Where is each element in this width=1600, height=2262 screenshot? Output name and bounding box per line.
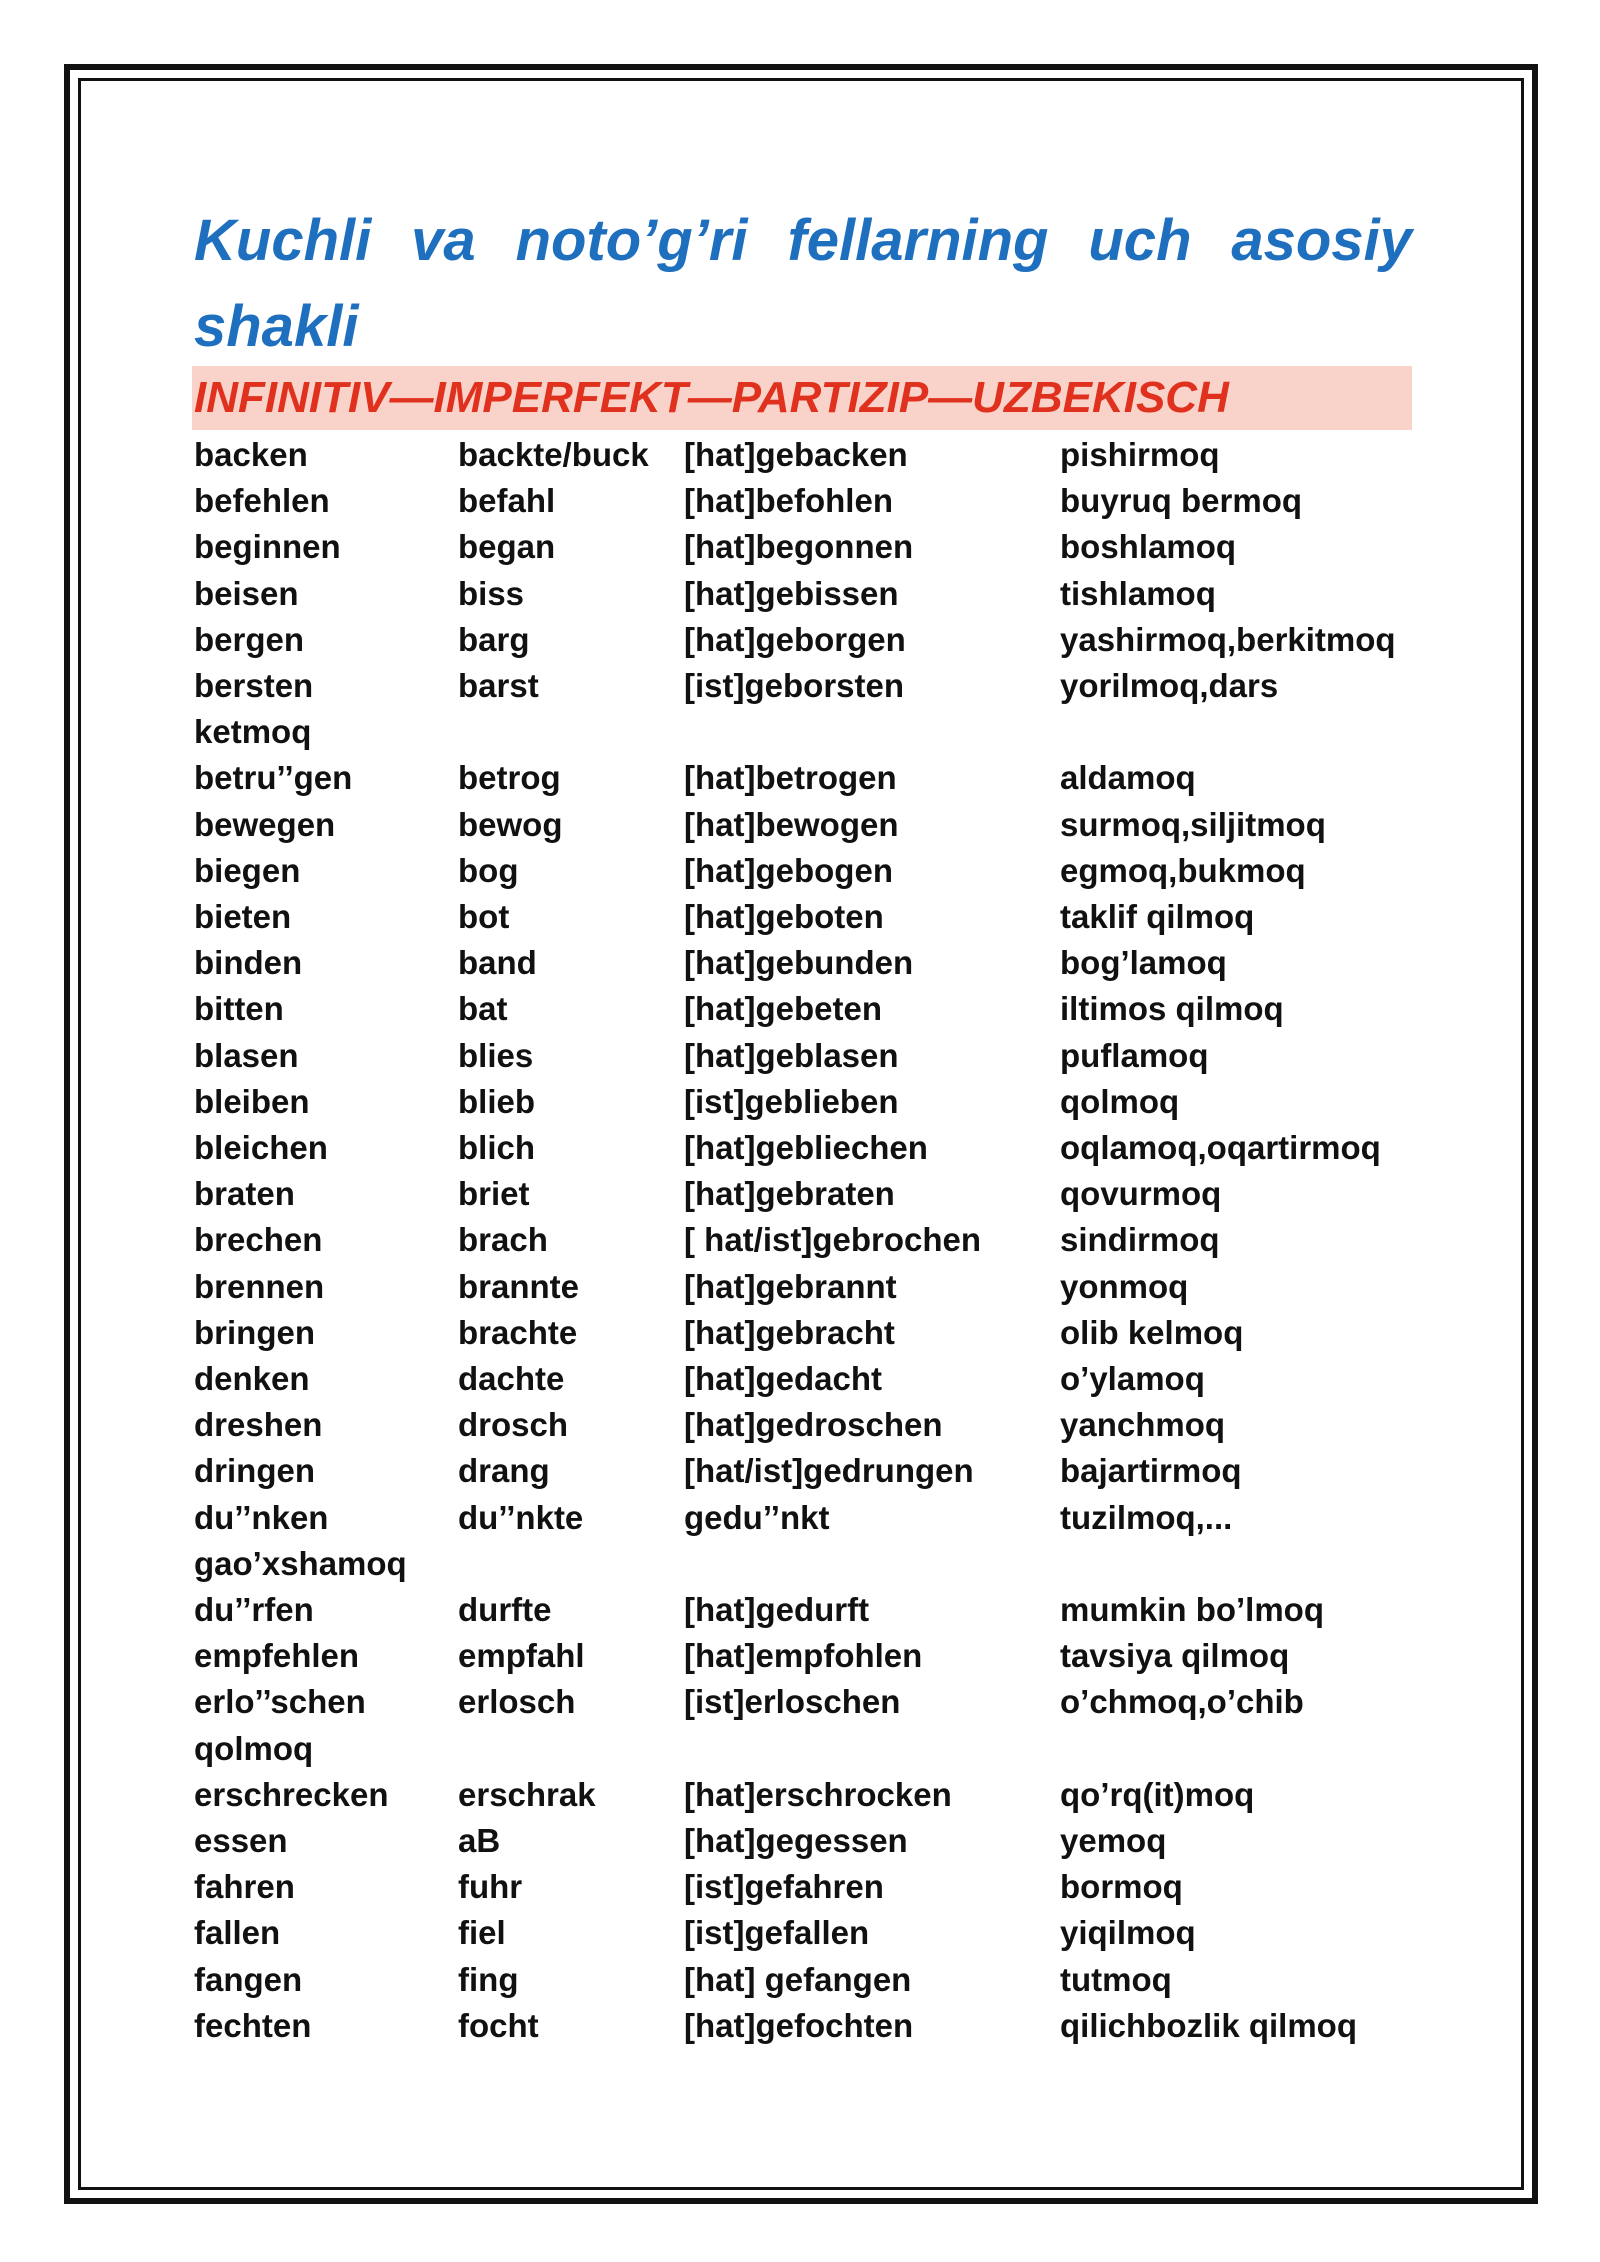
verb-cell-imperfekt: fuhr — [458, 1868, 523, 1906]
verb-cell-imperfekt: durfte — [458, 1591, 552, 1628]
verb-cell-partizip: [hat]gedacht — [684, 1360, 882, 1397]
verb-cell-infinitiv: empfehlen — [194, 1637, 360, 1675]
verb-cell-infinitiv: du’’rfen — [194, 1591, 314, 1628]
column-header: INFINITIV—IMPERFEKT—PARTIZIP—UZBEKISCH — [194, 373, 1229, 422]
verb-cell-partizip: [hat/ist]gedrungen — [684, 1452, 974, 1490]
verb-cell-imperfekt: blich — [458, 1129, 536, 1166]
verb-cell-uzbek: pishirmoq — [1060, 436, 1220, 473]
verb-cell-infinitiv: binden — [194, 944, 303, 982]
verb-cell-uzbek: tuzilmoq,... — [1060, 1498, 1233, 1536]
verb-cell-uzbek: oqlamoq,oqartirmoq — [1060, 1129, 1381, 1166]
verb-cell-imperfekt: biss — [458, 574, 525, 612]
verb-cell-infinitiv: brechen — [194, 1221, 323, 1259]
verb-cell-partizip: [ist]gefahren — [684, 1868, 884, 1906]
verb-cell-uzbek: o’ylamoq — [1060, 1360, 1205, 1397]
verb-row — [0, 1264, 1600, 1310]
verb-cell-partizip: [hat]betrogen — [684, 759, 897, 797]
verb-row — [0, 1541, 1600, 1587]
verb-cell-infinitiv: fechten — [194, 2006, 312, 2044]
verb-row — [0, 986, 1600, 1032]
verb-cell-partizip: [hat]gebraten — [684, 1175, 895, 1213]
verb-row — [0, 2003, 1600, 2049]
verb-cell-imperfekt: fing — [458, 1960, 519, 1998]
verb-cell-uzbek: sindirmoq — [1060, 1221, 1220, 1259]
verb-cell-uzbek: bog’lamoq — [1060, 944, 1227, 982]
verb-cell-partizip: [ist]erloschen — [684, 1683, 901, 1721]
verb-cell-imperfekt: band — [458, 944, 537, 982]
verb-cell-partizip: [ist]geblieben — [684, 1082, 899, 1120]
verb-cell-partizip: [hat]gebracht — [684, 1313, 895, 1351]
verb-row — [0, 848, 1600, 894]
verb-cell-uzbek: aldamoq — [1060, 759, 1196, 797]
verb-cell-infinitiv: qolmoq — [194, 1729, 314, 1767]
verb-cell-infinitiv: blasen — [194, 1036, 299, 1074]
verb-row — [0, 663, 1600, 709]
verb-cell-uzbek: qolmoq — [1060, 1082, 1180, 1120]
verb-cell-infinitiv: dreshen — [194, 1406, 323, 1444]
verb-cell-infinitiv: du’’nken — [194, 1498, 329, 1536]
verb-cell-partizip: [hat]gedroschen — [684, 1406, 943, 1444]
page-title-line-2: shakli — [194, 294, 359, 359]
verb-cell-partizip: [hat]gebliechen — [684, 1129, 928, 1166]
verb-cell-infinitiv: fangen — [194, 1960, 303, 1998]
verb-row — [0, 1818, 1600, 1864]
verb-cell-uzbek: tavsiya qilmoq — [1060, 1637, 1290, 1675]
verb-cell-infinitiv: bleichen — [194, 1129, 328, 1166]
verb-cell-uzbek: bajartirmoq — [1060, 1452, 1242, 1490]
verb-row — [0, 709, 1600, 755]
verb-cell-uzbek: yonmoq — [1060, 1267, 1189, 1305]
verb-row — [0, 1310, 1600, 1356]
verb-cell-imperfekt: began — [458, 528, 556, 566]
verb-cell-infinitiv: bleiben — [194, 1082, 310, 1120]
verb-row — [0, 1033, 1600, 1079]
verb-cell-uzbek: surmoq,siljitmoq — [1060, 805, 1326, 843]
verb-cell-imperfekt: brach — [458, 1221, 548, 1259]
verb-cell-imperfekt: bog — [458, 851, 519, 889]
page-title-line-1: Kuchli va noto’g’ri fellarning uch asosiy — [194, 208, 1412, 273]
verb-row — [0, 617, 1600, 663]
verb-cell-imperfekt: barg — [458, 620, 530, 658]
verb-cell-partizip: [hat]erschrocken — [684, 1775, 952, 1813]
verb-cell-uzbek: egmoq,bukmoq — [1060, 851, 1306, 889]
verb-cell-partizip: [hat]gebrannt — [684, 1267, 897, 1305]
verb-cell-infinitiv: dringen — [194, 1452, 315, 1490]
verb-cell-infinitiv: erschrecken — [194, 1775, 389, 1813]
verb-cell-imperfekt: erschrak — [458, 1775, 596, 1813]
verb-cell-uzbek: mumkin bo’lmoq — [1060, 1591, 1324, 1628]
verb-cell-infinitiv: bitten — [194, 990, 284, 1028]
verb-row — [0, 1772, 1600, 1818]
verb-cell-partizip: [hat]gefochten — [684, 2006, 914, 2044]
verb-cell-partizip: [hat]empfohlen — [684, 1637, 923, 1675]
verb-cell-imperfekt: backte/buck — [458, 436, 649, 473]
verb-cell-partizip: [ist]geborsten — [684, 667, 905, 704]
verb-cell-infinitiv: betru’’gen — [194, 759, 353, 797]
verb-cell-imperfekt: betrog — [458, 759, 561, 797]
verb-cell-infinitiv: bewegen — [194, 805, 336, 843]
verb-cell-imperfekt: briet — [458, 1175, 530, 1213]
page-title — [194, 198, 1412, 370]
verb-cell-infinitiv: bergen — [194, 620, 305, 658]
verb-cell-imperfekt: fiel — [458, 1914, 506, 1952]
verb-row — [0, 1356, 1600, 1402]
verb-cell-partizip: [hat]gebacken — [684, 436, 908, 473]
verb-cell-infinitiv: bringen — [194, 1313, 315, 1351]
verb-row — [0, 940, 1600, 986]
verb-row — [0, 1633, 1600, 1679]
verb-cell-uzbek: olib kelmoq — [1060, 1313, 1244, 1351]
verb-cell-imperfekt: bot — [458, 898, 510, 935]
verb-cell-infinitiv: backen — [194, 436, 308, 473]
verb-cell-infinitiv: bieten — [194, 898, 292, 935]
verb-cell-partizip: [hat]gegessen — [684, 1822, 908, 1859]
verb-cell-uzbek: buyruq bermoq — [1060, 482, 1303, 520]
verb-cell-uzbek: taklif qilmoq — [1060, 898, 1255, 935]
verb-cell-uzbek: o’chmoq,o’chib — [1060, 1683, 1304, 1721]
verb-cell-partizip: [hat]gebogen — [684, 851, 893, 889]
verb-row — [0, 1217, 1600, 1263]
verb-cell-uzbek: tutmoq — [1060, 1960, 1172, 1998]
verb-cell-partizip: [hat]gedurft — [684, 1591, 870, 1628]
verb-cell-uzbek: qo’rq(it)moq — [1060, 1775, 1255, 1813]
verb-cell-partizip: [hat] gefangen — [684, 1960, 912, 1998]
verb-cell-imperfekt: dachte — [458, 1360, 565, 1397]
verb-cell-imperfekt: focht — [458, 2006, 539, 2044]
verb-cell-partizip: [hat]geborgen — [684, 620, 906, 658]
verb-cell-partizip: [ hat/ist]gebrochen — [684, 1221, 982, 1259]
verb-cell-uzbek: qilichbozlik qilmoq — [1060, 2006, 1357, 2044]
verb-cell-infinitiv: essen — [194, 1822, 288, 1859]
verb-cell-partizip: [hat]befohlen — [684, 482, 893, 520]
verb-cell-partizip: [hat]gebissen — [684, 574, 899, 612]
verb-cell-imperfekt: drosch — [458, 1406, 569, 1444]
verb-cell-imperfekt: brachte — [458, 1313, 578, 1351]
verb-cell-partizip: [hat]geboten — [684, 898, 884, 935]
verb-cell-infinitiv: denken — [194, 1360, 310, 1397]
verb-cell-imperfekt: drang — [458, 1452, 550, 1490]
verb-cell-infinitiv: erlo’’schen — [194, 1683, 366, 1721]
verb-cell-infinitiv: beginnen — [194, 528, 341, 566]
verb-row — [0, 1957, 1600, 2003]
verb-row — [0, 1587, 1600, 1633]
verb-cell-partizip: [hat]geblasen — [684, 1036, 899, 1074]
verb-row — [0, 1910, 1600, 1956]
verb-cell-uzbek: yiqilmoq — [1060, 1914, 1196, 1952]
verb-row — [0, 1402, 1600, 1448]
verb-cell-uzbek: yashirmoq,berkitmoq — [1060, 620, 1396, 658]
verb-cell-imperfekt: empfahl — [458, 1637, 585, 1675]
verb-cell-partizip: [hat]gebunden — [684, 944, 914, 982]
verb-cell-infinitiv: bersten — [194, 667, 314, 704]
verb-cell-partizip: [hat]begonnen — [684, 528, 914, 566]
verb-row — [0, 1079, 1600, 1125]
verb-row — [0, 1448, 1600, 1494]
verb-cell-partizip: [hat]gebeten — [684, 990, 882, 1028]
verb-cell-uzbek: bormoq — [1060, 1868, 1183, 1906]
verb-cell-uzbek: boshlamoq — [1060, 528, 1237, 566]
verb-row — [0, 1679, 1600, 1725]
verb-row — [0, 802, 1600, 848]
verb-cell-imperfekt: erlosch — [458, 1683, 576, 1721]
verb-cell-partizip: [hat]bewogen — [684, 805, 899, 843]
verb-row — [0, 1171, 1600, 1217]
verb-cell-partizip: [ist]gefallen — [684, 1914, 870, 1952]
verb-cell-infinitiv: braten — [194, 1175, 295, 1213]
verb-cell-partizip: gedu’’nkt — [684, 1498, 830, 1536]
verb-row — [0, 478, 1600, 524]
verb-cell-imperfekt: aB — [458, 1822, 501, 1859]
verb-cell-infinitiv: befehlen — [194, 482, 330, 520]
verb-cell-infinitiv: beisen — [194, 574, 299, 612]
verb-cell-infinitiv: fallen — [194, 1914, 281, 1952]
verb-row — [0, 1864, 1600, 1910]
verb-cell-imperfekt: bat — [458, 990, 508, 1028]
verb-row — [0, 524, 1600, 570]
verb-cell-infinitiv: biegen — [194, 851, 301, 889]
verb-row — [0, 1726, 1600, 1772]
verb-cell-uzbek: iltimos qilmoq — [1060, 990, 1284, 1028]
verb-cell-imperfekt: befahl — [458, 482, 556, 520]
verb-cell-infinitiv: fahren — [194, 1868, 295, 1906]
verb-cell-infinitiv: ketmoq — [194, 713, 312, 751]
verb-cell-uzbek: puflamoq — [1060, 1036, 1209, 1074]
verb-cell-uzbek: qovurmoq — [1060, 1175, 1222, 1213]
verb-cell-infinitiv: gao’xshamoq — [194, 1544, 407, 1582]
verb-cell-imperfekt: du’’nkte — [458, 1498, 584, 1536]
verb-cell-imperfekt: bewog — [458, 805, 563, 843]
verb-row — [0, 894, 1600, 940]
verb-row — [0, 755, 1600, 801]
verb-cell-imperfekt: brannte — [458, 1267, 580, 1305]
verb-row — [0, 432, 1600, 478]
verb-cell-infinitiv: brennen — [194, 1267, 325, 1305]
verb-row — [0, 1125, 1600, 1171]
verb-row — [0, 571, 1600, 617]
verb-cell-uzbek: tishlamoq — [1060, 574, 1216, 612]
verb-row — [0, 1495, 1600, 1541]
verb-cell-uzbek: yanchmoq — [1060, 1406, 1226, 1444]
verb-cell-imperfekt: blieb — [458, 1082, 536, 1120]
verb-cell-uzbek: yorilmoq,dars — [1060, 667, 1279, 704]
verb-cell-imperfekt: barst — [458, 667, 539, 704]
verb-cell-imperfekt: blies — [458, 1036, 534, 1074]
verb-cell-uzbek: yemoq — [1060, 1822, 1167, 1859]
